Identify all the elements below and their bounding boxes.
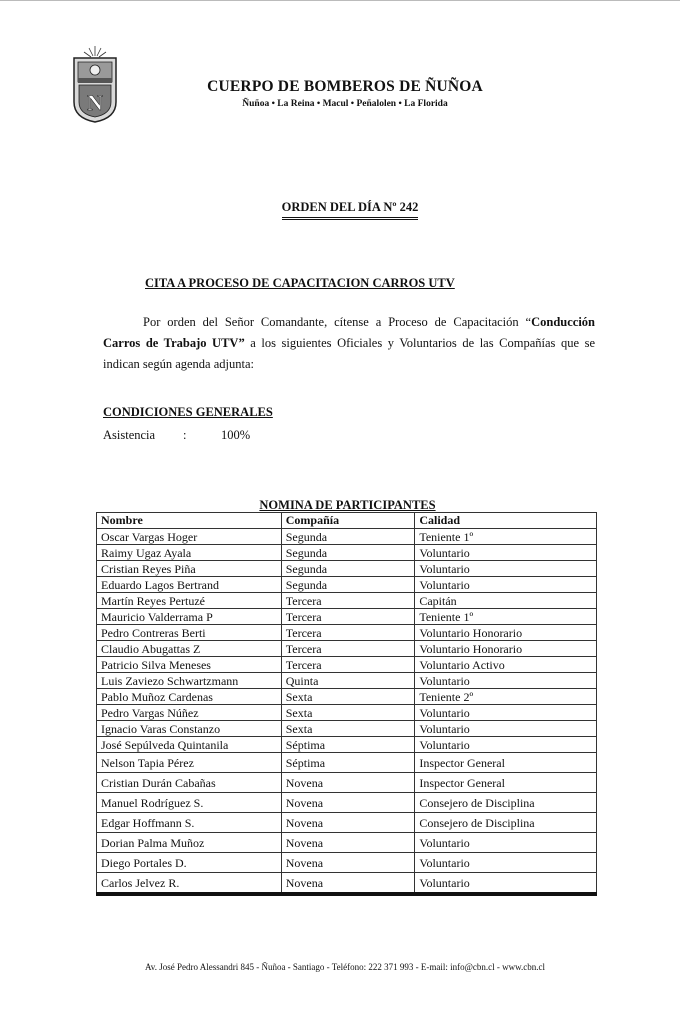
table-row bbox=[97, 593, 597, 609]
participant-rank: Voluntario bbox=[415, 577, 597, 593]
participant-name: Edgar Hoffmann S. bbox=[97, 813, 282, 833]
attendance-label: Asistencia bbox=[103, 428, 156, 442]
participant-rank: Voluntario bbox=[415, 853, 597, 873]
participant-company: Segunda bbox=[281, 561, 415, 577]
participant-rank: Voluntario bbox=[415, 873, 597, 895]
participant-name: Nelson Tapia Pérez bbox=[97, 753, 282, 773]
participant-name: Patricio Silva Meneses bbox=[97, 657, 282, 673]
course-name: Conducción Carros de Trabajo UTV” bbox=[103, 315, 595, 350]
participant-company: Novena bbox=[281, 813, 415, 833]
participant-rank: Voluntario bbox=[415, 561, 597, 577]
participant-name: Mauricio Valderrama P bbox=[97, 609, 282, 625]
participant-company: Sexta bbox=[281, 705, 415, 721]
table-row bbox=[97, 545, 597, 561]
order-title bbox=[0, 200, 680, 220]
participant-rank: Inspector General bbox=[415, 773, 597, 793]
participant-name: Pedro Contreras Berti bbox=[97, 625, 282, 641]
table-row bbox=[97, 793, 597, 813]
table-row bbox=[97, 657, 597, 673]
participant-rank: Voluntario bbox=[415, 737, 597, 753]
body-text-part2: a los siguientes Oficiales y Voluntarios de las Compañías que se indican según agenda adjunta: bbox=[103, 336, 595, 371]
column-header-company: Compañía bbox=[281, 513, 415, 529]
participant-name: Carlos Jelvez R. bbox=[97, 873, 282, 895]
column-header-rank: Calidad bbox=[415, 513, 597, 529]
attendance-separator: : bbox=[183, 428, 187, 442]
table-row bbox=[97, 813, 597, 833]
participant-rank: Teniente 1º bbox=[415, 609, 597, 625]
table-row bbox=[97, 773, 597, 793]
participant-name: Pedro Vargas Núñez bbox=[97, 705, 282, 721]
attendance-value: 100% bbox=[221, 428, 251, 442]
table-row bbox=[97, 577, 597, 593]
table-row bbox=[97, 737, 597, 753]
table-row bbox=[97, 609, 597, 625]
footer-contact: Av. José Pedro Alessandri 845 - Ñuñoa - Santiago - Teléfono: 222 371 993 - E-mail: info@cbn.cl - www.cbn.cl bbox=[144, 962, 546, 972]
participant-name: Diego Portales D. bbox=[97, 853, 282, 873]
participant-rank: Voluntario Honorario bbox=[415, 625, 597, 641]
participant-rank: Voluntario Activo bbox=[415, 657, 597, 673]
participant-name: Eduardo Lagos Bertrand bbox=[97, 577, 282, 593]
table-row bbox=[97, 705, 597, 721]
participant-rank: Capitán bbox=[415, 593, 597, 609]
participant-company: Novena bbox=[281, 793, 415, 813]
participant-company: Segunda bbox=[281, 577, 415, 593]
participant-rank: Teniente 1º bbox=[415, 529, 597, 545]
participant-name: Pablo Muñoz Cardenas bbox=[97, 689, 282, 705]
participant-name: Cristian Durán Cabañas bbox=[97, 773, 282, 793]
table-row bbox=[97, 625, 597, 641]
table-row bbox=[97, 529, 597, 545]
participants-table bbox=[96, 512, 597, 896]
participant-rank: Voluntario bbox=[415, 545, 597, 561]
participant-company: Séptima bbox=[281, 753, 415, 773]
table-row bbox=[97, 561, 597, 577]
participant-company: Novena bbox=[281, 773, 415, 793]
participant-rank: Teniente 2º bbox=[415, 689, 597, 705]
participant-rank: Voluntario Honorario bbox=[415, 641, 597, 657]
body-paragraph bbox=[103, 312, 595, 375]
participant-company: Tercera bbox=[281, 609, 415, 625]
participant-company: Novena bbox=[281, 853, 415, 873]
participant-company: Segunda bbox=[281, 545, 415, 561]
conditions-heading: CONDICIONES GENERALES bbox=[103, 405, 273, 419]
table-row bbox=[97, 873, 597, 895]
body-text-part1: Por orden del Señor Comandante, cítense a Proceso de Capacitación “ bbox=[143, 315, 532, 329]
participant-company: Quinta bbox=[281, 673, 415, 689]
organization-title: CUERPO DE BOMBEROS DE ÑUÑOA bbox=[207, 78, 483, 95]
participant-rank: Voluntario bbox=[415, 705, 597, 721]
table-row bbox=[97, 833, 597, 853]
participant-name: Ignacio Varas Constanzo bbox=[97, 721, 282, 737]
subject-heading: CITA A PROCESO DE CAPACITACION CARROS UTV bbox=[145, 276, 455, 290]
table-row bbox=[97, 673, 597, 689]
table-row bbox=[97, 853, 597, 873]
participant-company: Sexta bbox=[281, 721, 415, 737]
participant-rank: Voluntario bbox=[415, 833, 597, 853]
participant-name: Manuel Rodríguez S. bbox=[97, 793, 282, 813]
table-row bbox=[97, 689, 597, 705]
participants-table-title: NOMINA DE PARTICIPANTES bbox=[259, 498, 436, 512]
participant-name: Martín Reyes Pertuzé bbox=[97, 593, 282, 609]
table-header-row bbox=[97, 513, 597, 529]
table-row bbox=[97, 721, 597, 737]
participant-rank: Inspector General bbox=[415, 753, 597, 773]
participant-rank: Consejero de Disciplina bbox=[415, 793, 597, 813]
participant-company: Séptima bbox=[281, 737, 415, 753]
participant-name: Oscar Vargas Hoger bbox=[97, 529, 282, 545]
table-row bbox=[97, 753, 597, 773]
top-border-line bbox=[0, 0, 680, 1]
svg-text:N: N bbox=[87, 90, 103, 115]
participant-company: Novena bbox=[281, 873, 415, 895]
table-row bbox=[97, 641, 597, 657]
participant-name: Claudio Abugattas Z bbox=[97, 641, 282, 657]
participant-company: Tercera bbox=[281, 625, 415, 641]
participant-company: Segunda bbox=[281, 529, 415, 545]
participant-name: José Sepúlveda Quintanila bbox=[97, 737, 282, 753]
order-title-text: ORDEN DEL DÍA Nº 242 bbox=[282, 200, 419, 220]
participant-rank: Voluntario bbox=[415, 673, 597, 689]
participant-name: Raimy Ugaz Ayala bbox=[97, 545, 282, 561]
participant-company: Tercera bbox=[281, 657, 415, 673]
participant-name: Dorian Palma Muñoz bbox=[97, 833, 282, 853]
column-header-name: Nombre bbox=[97, 513, 282, 529]
participant-company: Novena bbox=[281, 833, 415, 853]
participant-company: Tercera bbox=[281, 593, 415, 609]
participant-company: Tercera bbox=[281, 641, 415, 657]
participant-name: Cristian Reyes Piña bbox=[97, 561, 282, 577]
participant-rank: Consejero de Disciplina bbox=[415, 813, 597, 833]
participant-company: Sexta bbox=[281, 689, 415, 705]
communes-subtitle: Ñuñoa • La Reina • Macul • Peñalolen • La Florida bbox=[242, 99, 448, 109]
participant-rank: Voluntario bbox=[415, 721, 597, 737]
participant-name: Luis Zaviezo Schwartzmann bbox=[97, 673, 282, 689]
